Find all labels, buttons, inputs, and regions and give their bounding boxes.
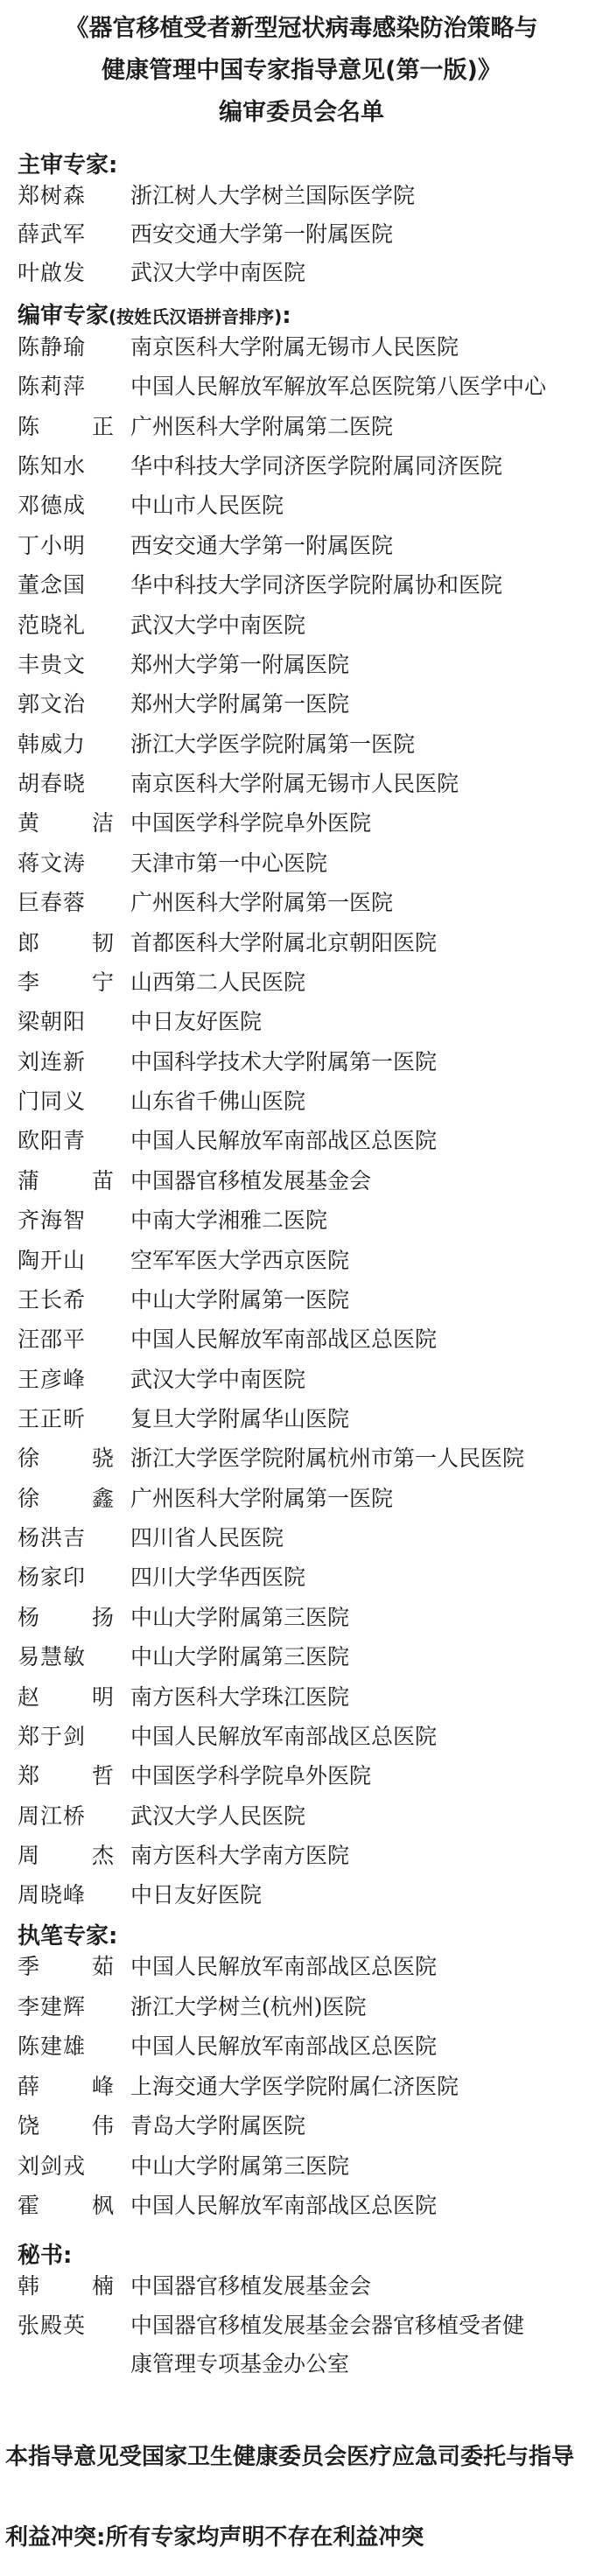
member-row	[18, 526, 594, 565]
member-name: 刘连新	[18, 1048, 87, 1074]
member-row	[18, 176, 594, 215]
member-institution: 广州医科大学附属第一医院	[130, 890, 394, 916]
member-institution: 山西第二人民医院	[130, 969, 306, 995]
member-row	[18, 253, 594, 292]
member-name: 王正昕	[18, 1405, 87, 1432]
member-row	[18, 1438, 594, 1478]
member-institution: 上海交通大学医学院附属仁济医院	[130, 2073, 459, 2099]
member-name: 刘剑戎	[18, 2152, 87, 2179]
member-name: 胡春晓	[18, 771, 87, 797]
member-row	[18, 803, 594, 843]
title-line-1: 《器官移植受者新型冠状病毒感染防治策略与	[65, 15, 538, 42]
member-row	[18, 1479, 594, 1518]
member-institution: 四川省人民医院	[130, 1525, 284, 1551]
member-institution: 广州医科大学附属第一医院	[130, 1485, 394, 1511]
member-name: 徐 骁	[18, 1446, 114, 1472]
member-institution: 浙江大学树兰(杭州)医院	[130, 1993, 367, 2020]
member-institution: 浙江大学医学院附属杭州市第一人民医院	[130, 1446, 525, 1472]
title-line-2: 健康管理中国专家指导意见(第一版)》	[102, 57, 501, 84]
member-institution: 郑州大学第一附属医院	[130, 651, 350, 677]
member-name: 陈静瑜	[18, 334, 87, 360]
member-row	[18, 1637, 594, 1676]
member-name: 周 杰	[18, 1843, 114, 1869]
member-row	[18, 367, 594, 406]
member-name: 韩 楠	[18, 2273, 114, 2299]
member-row	[18, 2067, 594, 2106]
member-name: 蒲 苗	[18, 1167, 114, 1194]
member-row	[18, 1161, 594, 1200]
member-name: 易慧敏	[18, 1644, 87, 1670]
member-name: 邓德成	[18, 493, 87, 519]
member-institution: 南京医科大学附属无锡市人民医院	[130, 771, 459, 797]
member-institution: 中国医学科学院阜外医院	[130, 810, 372, 836]
member-institution: 青岛大学附属医院	[130, 2113, 306, 2138]
section-heading-writers: 执笔专家:	[18, 1923, 118, 1950]
member-row	[18, 407, 594, 446]
member-row	[18, 2146, 594, 2186]
member-institution: 中山大学附属第一医院	[130, 1286, 350, 1312]
member-name: 霍 枫	[18, 2193, 114, 2218]
footer-conflict: 利益冲突:所有专家均声明不存在利益冲突	[5, 2524, 424, 2551]
member-row	[18, 684, 594, 724]
member-row	[18, 1241, 594, 1280]
member-name: 陈建雄	[18, 2034, 87, 2059]
member-row	[18, 1836, 594, 1875]
member-institution: 中山大学附属第三医院	[130, 2152, 350, 2179]
member-row	[18, 2186, 594, 2225]
member-institution: 南方医科大学珠江医院	[130, 1684, 350, 1710]
member-institution-continued: 康管理专项基金办公室	[130, 2351, 350, 2376]
member-name: 郑 哲	[18, 1763, 114, 1789]
member-row	[18, 1677, 594, 1717]
member-name: 丁小明	[18, 532, 87, 558]
member-institution: 西安交通大学第一附属医院	[130, 221, 394, 247]
member-row	[18, 2306, 594, 2345]
member-institution: 中山市人民医院	[130, 493, 284, 519]
member-institution: 复旦大学附属华山医院	[130, 1405, 350, 1432]
member-row	[18, 1598, 594, 1637]
section-note-reviewers: (按姓氏汉语拼音排序)	[109, 306, 283, 327]
member-institution: 天津市第一中心医院	[130, 850, 328, 876]
member-institution: 中国人民解放军南部战区总医院	[130, 1326, 438, 1353]
member-name: 郑树森	[18, 183, 87, 208]
member-institution: 中国人民解放军南部战区总医院	[130, 2034, 438, 2059]
member-name: 徐 鑫	[18, 1485, 114, 1511]
member-institution: 中国科学技术大学附属第一医院	[130, 1048, 438, 1074]
member-institution: 山东省千佛山医院	[130, 1088, 306, 1115]
member-name: 叶啟发	[18, 260, 87, 285]
member-name: 周晓峰	[18, 1882, 87, 1908]
section-heading-reviewers: 编审专家(按姓氏汉语拼音排序):	[18, 303, 291, 329]
member-name: 丰贵文	[18, 651, 87, 677]
member-institution: 郑州大学附属第一医院	[130, 691, 350, 718]
member-institution: 中国医学科学院阜外医院	[130, 1763, 372, 1789]
member-institution: 华中科技大学同济医学院附属同济医院	[130, 453, 503, 480]
member-institution: 中国人民解放军南部战区总医院	[130, 2193, 438, 2218]
member-row	[18, 1082, 594, 1121]
member-name: 董念国	[18, 572, 87, 598]
member-name: 杨洪吉	[18, 1525, 87, 1551]
member-name: 蒋文涛	[18, 850, 87, 876]
section-heading-secretaries: 秘书:	[18, 2243, 73, 2269]
member-name: 陈莉萍	[18, 374, 87, 400]
member-institution: 首都医科大学附属北京朝阳医院	[130, 929, 438, 956]
member-row	[18, 2106, 594, 2146]
member-institution: 中山大学附属第三医院	[130, 1644, 350, 1670]
member-institution: 中国人民解放军南部战区总医院	[130, 1723, 438, 1749]
member-name: 郑于剑	[18, 1723, 87, 1749]
member-institution: 中山大学附属第三医院	[130, 1604, 350, 1630]
member-row	[18, 1875, 594, 1914]
member-name: 陈 正	[18, 413, 114, 439]
member-institution: 中日友好医院	[130, 1009, 263, 1035]
member-row	[18, 2266, 594, 2306]
member-name: 郭文治	[18, 691, 87, 718]
member-row	[18, 1947, 594, 1986]
member-row	[18, 1796, 594, 1836]
member-row	[18, 645, 594, 684]
member-row	[18, 1756, 594, 1796]
member-name: 李建辉	[18, 1993, 87, 2020]
member-name: 黄 洁	[18, 810, 114, 836]
member-name: 薛武军	[18, 221, 87, 247]
member-institution: 中国人民解放军南部战区总医院	[130, 1128, 438, 1154]
member-institution: 南方医科大学南方医院	[130, 1843, 350, 1869]
member-institution: 武汉大学中南医院	[130, 260, 306, 285]
member-row	[18, 764, 594, 803]
member-institution: 武汉大学中南医院	[130, 612, 306, 638]
member-row	[18, 486, 594, 525]
member-name: 齐海智	[18, 1208, 87, 1234]
member-institution: 中国器官移植发展基金会	[130, 1167, 372, 1194]
member-row	[18, 606, 594, 645]
member-row	[18, 844, 594, 883]
member-row	[18, 962, 594, 1002]
member-row	[18, 565, 594, 605]
member-row	[18, 1320, 594, 1359]
member-row	[18, 2026, 594, 2066]
member-row	[18, 1280, 594, 1320]
member-institution: 南京医科大学附属无锡市人民医院	[130, 334, 459, 360]
member-institution: 中国人民解放军解放军总医院第八医学中心	[130, 374, 547, 400]
member-row	[18, 724, 594, 764]
member-institution: 浙江大学医学院附属第一医院	[130, 731, 416, 757]
member-institution: 中南大学湘雅二医院	[130, 1208, 328, 1234]
member-row	[18, 327, 594, 367]
member-row	[18, 923, 594, 962]
member-name: 汪邵平	[18, 1326, 87, 1353]
member-institution: 武汉大学中南医院	[130, 1366, 306, 1392]
member-name: 梁朝阳	[18, 1009, 87, 1035]
member-name: 陶开山	[18, 1247, 87, 1273]
member-name: 巨春蓉	[18, 890, 87, 916]
member-name: 杨 扬	[18, 1604, 114, 1630]
member-institution: 广州医科大学附属第二医院	[130, 413, 394, 439]
member-row	[18, 1042, 594, 1082]
member-name: 张殿英	[18, 2313, 87, 2338]
member-institution: 浙江树人大学树兰国际医学院	[130, 183, 416, 208]
member-row	[18, 1717, 594, 1756]
member-name: 王彦峰	[18, 1366, 87, 1392]
member-name: 李 宁	[18, 969, 114, 995]
footer-mandate: 本指导意见受国家卫生健康委员会医疗应急司委托与指导	[5, 2444, 575, 2470]
member-name: 欧阳青	[18, 1128, 87, 1154]
member-row	[18, 1200, 594, 1240]
member-name: 韩威力	[18, 731, 87, 757]
member-row	[18, 1360, 594, 1399]
member-name: 饶 伟	[18, 2113, 114, 2138]
section-heading-chief-reviewers: 主审专家:	[18, 152, 118, 178]
member-institution: 华中科技大学同济医学院附属协和医院	[130, 572, 503, 598]
member-row	[18, 1399, 594, 1438]
member-row	[18, 1558, 594, 1597]
member-row	[18, 1002, 594, 1041]
member-name: 范晓礼	[18, 612, 87, 638]
member-name: 赵 明	[18, 1684, 114, 1710]
member-institution: 中国器官移植发展基金会器官移植受者健	[130, 2313, 525, 2338]
member-institution: 中国器官移植发展基金会	[130, 2273, 372, 2299]
member-name: 郎 韧	[18, 929, 114, 956]
member-row	[18, 214, 594, 254]
member-name: 周江桥	[18, 1802, 87, 1829]
member-row	[18, 1987, 594, 2026]
member-name: 门同义	[18, 1088, 87, 1115]
title-line-3: 编审委员会名单	[219, 99, 384, 126]
member-institution: 四川大学华西医院	[130, 1564, 306, 1591]
member-name: 陈知水	[18, 453, 87, 480]
member-institution: 武汉大学人民医院	[130, 1802, 306, 1829]
member-row	[18, 446, 594, 486]
member-row	[18, 1121, 594, 1160]
member-institution: 中国人民解放军南部战区总医院	[130, 1954, 438, 1979]
member-name: 薛 峰	[18, 2073, 114, 2099]
member-name: 杨家印	[18, 1564, 87, 1591]
member-row	[18, 1518, 594, 1558]
member-institution: 空军军医大学西京医院	[130, 1247, 350, 1273]
member-name: 季 茹	[18, 1954, 114, 1979]
member-row	[18, 883, 594, 922]
member-institution: 中日友好医院	[130, 1882, 263, 1908]
member-institution: 西安交通大学第一附属医院	[130, 532, 394, 558]
member-name: 王长希	[18, 1286, 87, 1312]
